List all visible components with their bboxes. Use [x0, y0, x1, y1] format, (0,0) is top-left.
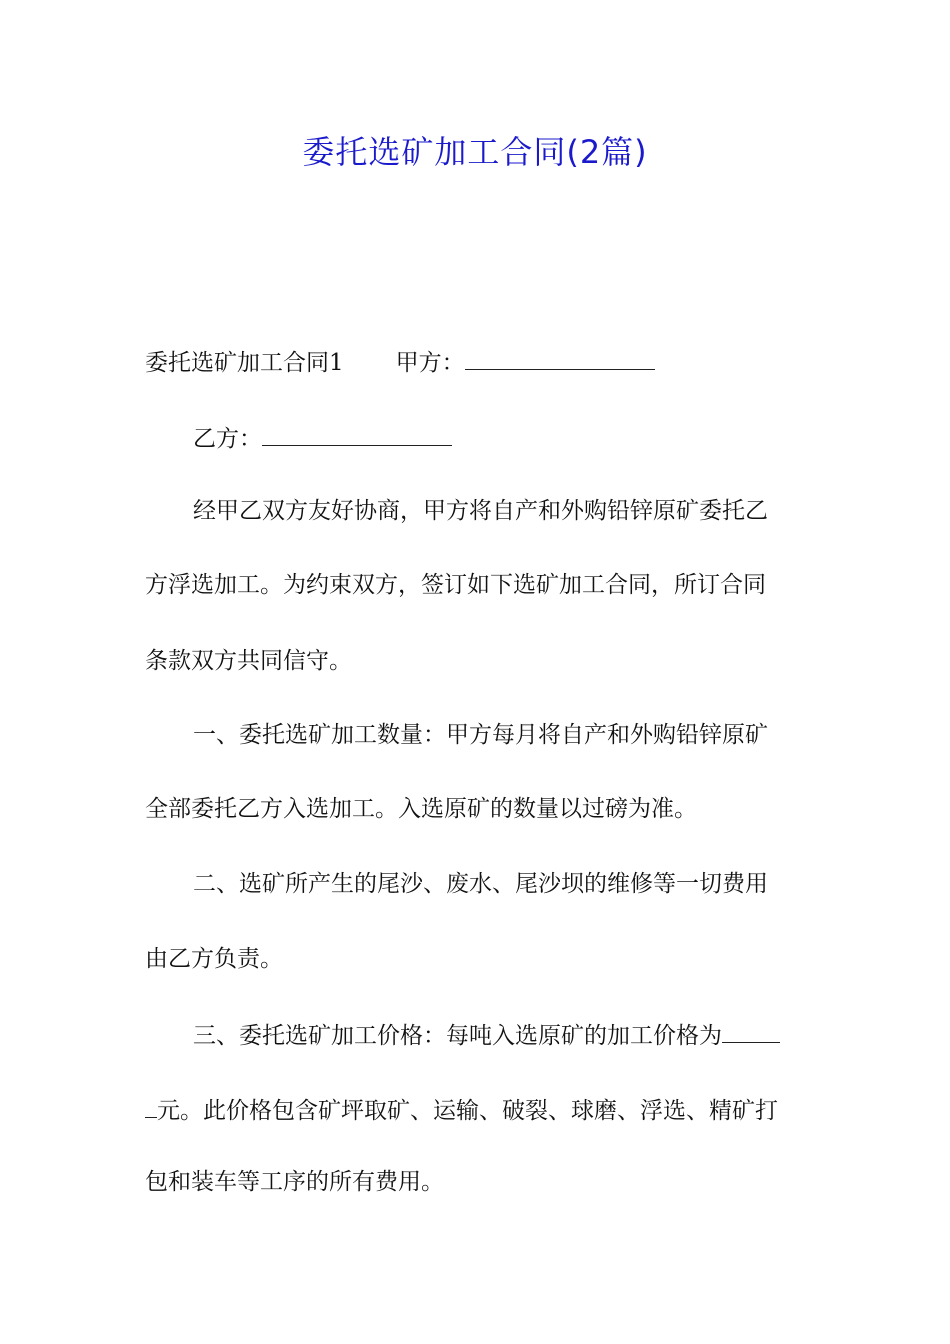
clause3-line2: [145, 1091, 810, 1128]
party-b-label: 乙方：: [193, 426, 262, 452]
document-title: 委托选矿加工合同(2篇): [302, 133, 648, 171]
para1-line2: 方浮选加工。为约束双方，签订如下选矿加工合同，所订合同: [145, 572, 766, 598]
clause3-line1: [145, 1016, 858, 1053]
clause1-line2: 全部委托乙方入选加工。入选原矿的数量以过磅为准。: [145, 796, 697, 822]
clause3-line1-text: 三、委托选矿加工价格：每吨入选原矿的加工价格为: [193, 1023, 722, 1049]
para1-line3: 条款双方共同信守。: [145, 648, 352, 674]
clause3-line3: 包和装车等工序的所有费用。: [145, 1169, 444, 1195]
clause3-line2-text: 元。此价格包含矿坪取矿、运输、破裂、球磨、浮选、精矿打: [157, 1098, 778, 1124]
contract-subtitle: 委托选矿加工合同1: [145, 350, 344, 376]
para1-line1: 经甲乙双方友好协商，甲方将自产和外购铅锌原矿委托乙: [193, 498, 768, 524]
party-b-blank: [262, 419, 452, 446]
contract-heading-line: [145, 343, 810, 380]
clause1-line1: 一、委托选矿加工数量：甲方每月将自产和外购铅锌原矿: [193, 722, 768, 748]
party-a-blank: [465, 343, 655, 370]
clause2-line2: 由乙方负责。: [145, 946, 283, 972]
clause2-line1: 二、选矿所产生的尾沙、废水、尾沙坝的维修等一切费用: [193, 871, 768, 897]
party-b-line: [145, 419, 858, 456]
price-blank-part2: [145, 1091, 157, 1118]
price-blank-part1: [722, 1016, 780, 1043]
party-a-label: 甲方：: [395, 350, 465, 376]
